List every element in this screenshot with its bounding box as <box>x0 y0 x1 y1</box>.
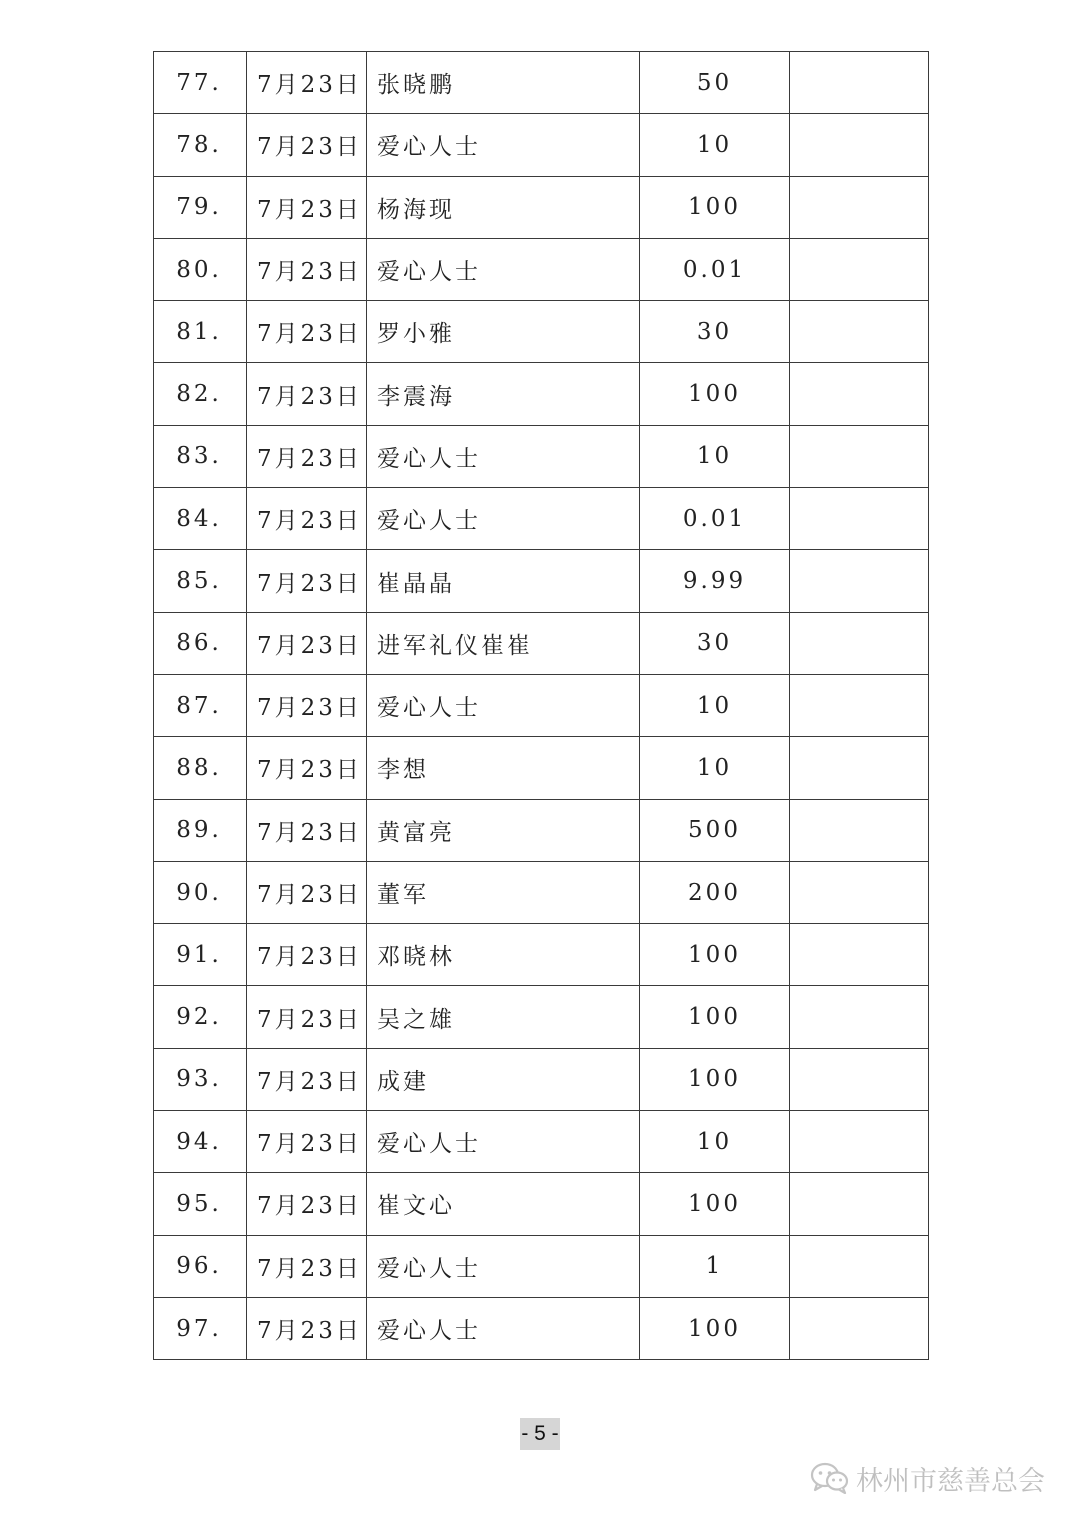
note-cell <box>790 1048 929 1110</box>
donation-date: 7月23日 <box>247 488 367 550</box>
note-cell <box>790 488 929 550</box>
donation-amount: 10 <box>640 425 790 487</box>
note-cell <box>790 238 929 300</box>
donor-name: 杨海现 <box>367 176 640 238</box>
row-number: 95. <box>154 1173 247 1235</box>
donation-date: 7月23日 <box>247 986 367 1048</box>
note-cell <box>790 1173 929 1235</box>
donation-date: 7月23日 <box>247 1048 367 1110</box>
donor-name: 爱心人士 <box>367 114 640 176</box>
row-number: 78. <box>154 114 247 176</box>
table-row <box>154 363 929 425</box>
table-row <box>154 238 929 300</box>
note-cell <box>790 301 929 363</box>
donation-amount: 500 <box>640 799 790 861</box>
table-row <box>154 986 929 1048</box>
donation-amount: 200 <box>640 861 790 923</box>
note-cell <box>790 861 929 923</box>
donor-name: 张晓鹏 <box>367 52 640 114</box>
donation-date: 7月23日 <box>247 52 367 114</box>
table-row <box>154 1297 929 1359</box>
donation-date: 7月23日 <box>247 425 367 487</box>
donation-amount: 10 <box>640 674 790 736</box>
table-row <box>154 176 929 238</box>
note-cell <box>790 1297 929 1359</box>
wechat-icon <box>810 1462 850 1494</box>
donation-date: 7月23日 <box>247 176 367 238</box>
donation-date: 7月23日 <box>247 674 367 736</box>
note-cell <box>790 363 929 425</box>
donor-name: 李震海 <box>367 363 640 425</box>
donor-name: 爱心人士 <box>367 238 640 300</box>
row-number: 88. <box>154 737 247 799</box>
note-cell <box>790 986 929 1048</box>
row-number: 96. <box>154 1235 247 1297</box>
table-row <box>154 52 929 114</box>
note-cell <box>790 924 929 986</box>
donor-name: 进军礼仪崔崔 <box>367 612 640 674</box>
row-number: 81. <box>154 301 247 363</box>
donor-name: 李想 <box>367 737 640 799</box>
table-row <box>154 301 929 363</box>
donation-amount: 100 <box>640 363 790 425</box>
note-cell <box>790 425 929 487</box>
donor-name: 吴之雄 <box>367 986 640 1048</box>
donation-amount: 100 <box>640 986 790 1048</box>
donation-amount: 0.01 <box>640 488 790 550</box>
donation-amount: 10 <box>640 737 790 799</box>
row-number: 92. <box>154 986 247 1048</box>
donation-amount: 50 <box>640 52 790 114</box>
table-row <box>154 861 929 923</box>
table-row <box>154 1235 929 1297</box>
table-row <box>154 924 929 986</box>
table-row <box>154 488 929 550</box>
row-number: 84. <box>154 488 247 550</box>
table-row <box>154 1173 929 1235</box>
donation-date: 7月23日 <box>247 861 367 923</box>
table-row <box>154 425 929 487</box>
donor-name: 邓晓林 <box>367 924 640 986</box>
note-cell <box>790 674 929 736</box>
donor-name: 爱心人士 <box>367 674 640 736</box>
donation-amount: 9.99 <box>640 550 790 612</box>
table-row <box>154 114 929 176</box>
row-number: 77. <box>154 52 247 114</box>
row-number: 82. <box>154 363 247 425</box>
watermark-text: 林州市慈善总会 <box>856 1465 1045 1497</box>
row-number: 85. <box>154 550 247 612</box>
note-cell <box>790 737 929 799</box>
donor-name: 董军 <box>367 861 640 923</box>
donation-amount: 100 <box>640 176 790 238</box>
note-cell <box>790 550 929 612</box>
donation-amount: 100 <box>640 1173 790 1235</box>
table-row <box>154 612 929 674</box>
donation-amount: 0.01 <box>640 238 790 300</box>
donation-date: 7月23日 <box>247 1235 367 1297</box>
row-number: 89. <box>154 799 247 861</box>
donor-name: 崔文心 <box>367 1173 640 1235</box>
donation-date: 7月23日 <box>247 301 367 363</box>
donation-date: 7月23日 <box>247 114 367 176</box>
donation-amount: 100 <box>640 1048 790 1110</box>
donation-amount: 30 <box>640 301 790 363</box>
donation-amount: 10 <box>640 1111 790 1173</box>
note-cell <box>790 612 929 674</box>
donor-name: 崔晶晶 <box>367 550 640 612</box>
note-cell <box>790 799 929 861</box>
row-number: 80. <box>154 238 247 300</box>
donor-name: 爱心人士 <box>367 1111 640 1173</box>
row-number: 93. <box>154 1048 247 1110</box>
note-cell <box>790 176 929 238</box>
row-number: 90. <box>154 861 247 923</box>
donation-date: 7月23日 <box>247 612 367 674</box>
table-row <box>154 737 929 799</box>
donation-date: 7月23日 <box>247 550 367 612</box>
donation-amount: 10 <box>640 114 790 176</box>
watermark <box>810 1458 1045 1498</box>
row-number: 83. <box>154 425 247 487</box>
row-number: 97. <box>154 1297 247 1359</box>
table-row <box>154 550 929 612</box>
donor-name: 黄富亮 <box>367 799 640 861</box>
donor-name: 爱心人士 <box>367 425 640 487</box>
donation-date: 7月23日 <box>247 363 367 425</box>
table-row <box>154 1048 929 1110</box>
donation-date: 7月23日 <box>247 1111 367 1173</box>
donation-date: 7月23日 <box>247 924 367 986</box>
note-cell <box>790 1111 929 1173</box>
note-cell <box>790 52 929 114</box>
row-number: 91. <box>154 924 247 986</box>
donation-date: 7月23日 <box>247 238 367 300</box>
row-number: 86. <box>154 612 247 674</box>
donation-table-body <box>154 52 929 1360</box>
donation-date: 7月23日 <box>247 1297 367 1359</box>
donation-date: 7月23日 <box>247 799 367 861</box>
donor-name: 爱心人士 <box>367 1297 640 1359</box>
table-row <box>154 799 929 861</box>
row-number: 79. <box>154 176 247 238</box>
row-number: 87. <box>154 674 247 736</box>
table-row <box>154 1111 929 1173</box>
note-cell <box>790 1235 929 1297</box>
donation-amount: 100 <box>640 924 790 986</box>
note-cell <box>790 114 929 176</box>
donation-amount: 1 <box>640 1235 790 1297</box>
donation-table <box>153 51 929 1360</box>
row-number: 94. <box>154 1111 247 1173</box>
donation-amount: 30 <box>640 612 790 674</box>
donation-date: 7月23日 <box>247 737 367 799</box>
donation-date: 7月23日 <box>247 1173 367 1235</box>
page-number: - 5 - <box>520 1418 560 1450</box>
donor-name: 爱心人士 <box>367 488 640 550</box>
donor-name: 成建 <box>367 1048 640 1110</box>
donor-name: 罗小雅 <box>367 301 640 363</box>
donation-amount: 100 <box>640 1297 790 1359</box>
donor-name: 爱心人士 <box>367 1235 640 1297</box>
table-row <box>154 674 929 736</box>
